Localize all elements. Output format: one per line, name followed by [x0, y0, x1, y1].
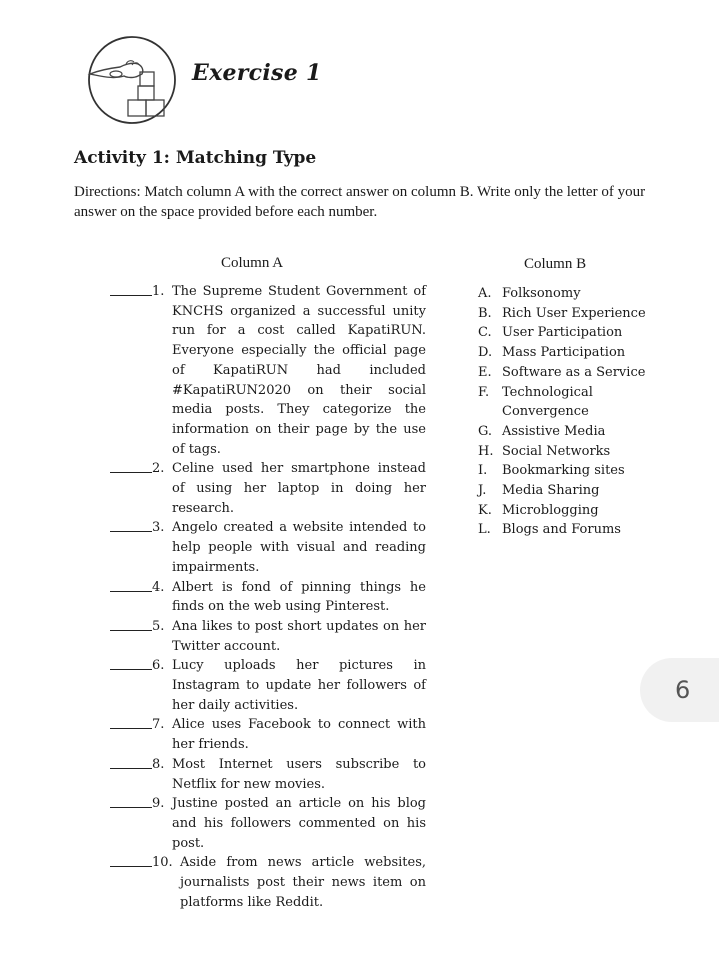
option-text: Software as a Service	[502, 364, 646, 380]
question-number: 8.	[152, 756, 165, 772]
question-item	[110, 715, 426, 754]
option-item	[478, 304, 678, 324]
option-item	[478, 461, 678, 481]
option-letter: D.	[478, 345, 493, 361]
answer-blank[interactable]	[110, 853, 152, 867]
option-item	[478, 520, 678, 540]
question-item	[110, 617, 426, 656]
answer-blank[interactable]	[110, 518, 152, 532]
option-item	[478, 284, 678, 304]
option-text: Social Networks	[502, 443, 611, 459]
question-item	[110, 518, 426, 577]
option-letter: A.	[478, 286, 492, 301]
option-letter: L.	[478, 522, 491, 538]
option-item	[478, 501, 678, 521]
question-number: 9.	[152, 796, 165, 812]
question-item	[110, 578, 426, 617]
exercise-title: Exercise 1	[192, 60, 322, 86]
question-number: 6.	[152, 658, 165, 674]
option-item	[478, 343, 678, 363]
question-number: 3.	[152, 520, 165, 536]
question-text: Angelo created a website intended to help people with visual and reading impairments.	[172, 520, 426, 575]
column-a-list	[110, 282, 426, 913]
answer-blank[interactable]	[110, 715, 152, 729]
option-letter: J.	[478, 483, 487, 499]
option-text: Assistive Media	[502, 423, 606, 439]
option-text: User Participation	[502, 325, 623, 341]
option-text: Mass Participation	[502, 345, 626, 361]
option-item	[478, 363, 678, 383]
answer-blank[interactable]	[110, 578, 152, 592]
option-item	[478, 442, 678, 462]
question-text: Aside from news article websites, journalists post their news item on platforms like Reddit.	[180, 855, 426, 910]
option-text: Technological Convergence	[502, 384, 593, 420]
option-letter: B.	[478, 305, 492, 321]
option-text: Microblogging	[502, 502, 599, 518]
question-number: 2.	[152, 461, 165, 477]
answer-blank[interactable]	[110, 755, 152, 769]
question-text: The Supreme Student Government of KNCHS organized a successful unity run for a cost called KapatiRUN. Everyone especially the official page of KapatiRUN had included #KapatiRUN2020 on their social media posts. They categorize the information on their page by the use of tags.	[172, 284, 426, 457]
answer-blank[interactable]	[110, 459, 152, 473]
option-letter: C.	[478, 325, 492, 341]
option-letter: E.	[478, 364, 492, 380]
directions-text: Directions: Match column A with the correct answer on column B. Write only the letter of your answer on the space provided before each number.	[74, 184, 646, 220]
option-text: Media Sharing	[502, 483, 600, 499]
question-item	[110, 755, 426, 794]
question-text: Alice uses Facebook to connect with her friends.	[172, 717, 426, 753]
option-letter: G.	[478, 423, 493, 439]
question-text: Albert is fond of pinning things he finds on the web using Pinterest.	[172, 579, 426, 615]
page-number: 6	[675, 676, 691, 704]
question-item	[110, 459, 426, 518]
column-b-list	[478, 284, 678, 540]
question-text: Ana likes to post short updates on her Twitter account.	[172, 618, 426, 654]
answer-blank[interactable]	[110, 617, 152, 631]
question-text: Celine used her smartphone instead of using her laptop in doing her research.	[172, 461, 426, 516]
question-number: 4.	[152, 579, 165, 595]
question-text: Most Internet users subscribe to Netflix for new movies.	[172, 756, 426, 792]
hand-stacking-blocks-icon	[86, 34, 178, 126]
column-a-header: Column A	[221, 255, 284, 271]
option-item	[478, 383, 678, 422]
question-item	[110, 794, 426, 853]
option-text: Folksonomy	[502, 286, 581, 301]
option-text: Bookmarking sites	[502, 463, 625, 479]
answer-blank[interactable]	[110, 656, 152, 670]
option-item	[478, 422, 678, 442]
question-number: 5.	[152, 618, 165, 634]
option-text: Rich User Experience	[502, 305, 646, 321]
activity-title: Activity 1: Matching Type	[74, 148, 317, 168]
option-item	[478, 481, 678, 501]
answer-blank[interactable]	[110, 794, 152, 808]
column-b-header: Column B	[524, 256, 587, 272]
question-number: 7.	[152, 717, 165, 733]
option-letter: I.	[478, 463, 488, 479]
question-text: Lucy uploads her pictures in Instagram to update her followers of her daily activities.	[172, 658, 426, 713]
question-item	[110, 656, 426, 715]
question-number: 1.	[152, 284, 165, 299]
question-item	[110, 282, 426, 459]
option-letter: K.	[478, 502, 492, 518]
option-text: Blogs and Forums	[502, 522, 621, 538]
question-item	[110, 853, 426, 912]
question-text: Justine posted an article on his blog and his followers commented on his post.	[172, 796, 426, 851]
answer-blank[interactable]	[110, 282, 152, 296]
option-letter: H.	[478, 443, 494, 459]
question-number: 10.	[152, 855, 173, 871]
option-item	[478, 323, 678, 343]
option-letter: F.	[478, 384, 490, 400]
